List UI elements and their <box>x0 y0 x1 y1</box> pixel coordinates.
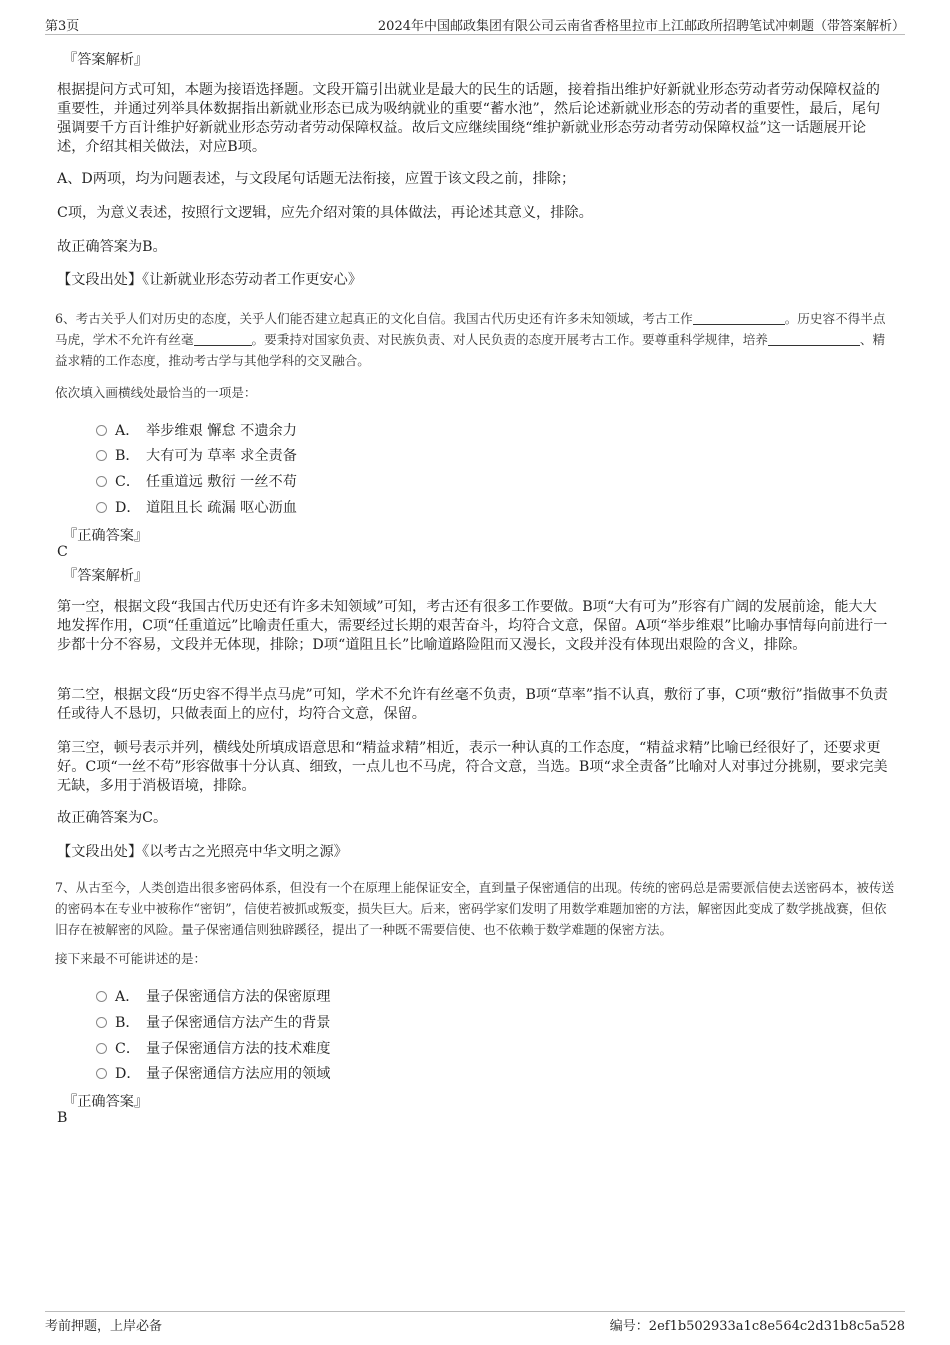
q6-prompt: 依次填入画横线处最恰当的一项是： <box>55 385 257 400</box>
radio-icon[interactable] <box>96 502 107 513</box>
page-number: 第3页 <box>45 19 80 34</box>
q6-analysis-p1: 第一空，根据文段“我国古代历史还有许多未知领域”可知，考古还有很多工作要做。B项“大有可为”形容有广阔的发展前途，能大大地发挥作用，C项“任重道远”比喻责任重大，需要经过长期的艰苦奋斗，均符合文意，保留。A项“举步维艰”比喻办事情每向前进行一步都十分不容易，文段并无体现，排除；D项“道阻且长”比喻道路险阻而又漫长，文段并没有体现出艰险的含义，排除。 <box>57 599 888 653</box>
page-footer <box>45 1311 905 1334</box>
q7-option-c[interactable]: C． 量子保密通信方法的技术难度 <box>96 1038 330 1058</box>
q6-analysis-p3: 第三空，顿号表示并列，横线处所填成语意思和“精益求精”相近，表示一种认真的工作态度，“精益求精”比喻已经很好了，还要求更好。C项“一丝不苟”形容做事十分认真、细致，一点儿也不马虎，符合文意，当选。B项“求全责备”比喻对人对事过分挑剔，要求完美无缺，多用于消极语境，排除。 <box>57 740 888 794</box>
q6-source: 【文段出处】《以考古之光照亮中华文明之源》 <box>57 844 348 860</box>
radio-icon[interactable] <box>96 425 107 436</box>
q6-option-d[interactable]: D． 道阻且长 疏漏 呕心沥血 <box>96 497 297 517</box>
q6-answer-statement: 故正确答案为C。 <box>57 810 168 826</box>
radio-icon[interactable] <box>96 1017 107 1028</box>
q6-blank-3 <box>768 332 860 346</box>
q6-stem <box>55 308 895 371</box>
q6-option-a[interactable]: A． 举步维艰 懈怠 不遗余力 <box>96 420 297 440</box>
q5-analysis-label: 『答案解析』 <box>63 52 149 68</box>
radio-icon[interactable] <box>96 476 107 487</box>
q6-blank-1 <box>693 311 785 325</box>
q6-option-c[interactable]: C． 任重道远 敷衍 一丝不苟 <box>96 471 297 491</box>
q7-prompt: 接下来最不可能讲述的是： <box>55 951 207 966</box>
footer-doc-id: 编号：2ef1b502933a1c8e564c2d31b8c5a528 <box>609 1319 905 1334</box>
q6-blank-2 <box>194 332 252 346</box>
radio-icon[interactable] <box>96 450 107 461</box>
q5-answer-statement: 故正确答案为B。 <box>57 239 167 255</box>
radio-icon[interactable] <box>96 1068 107 1079</box>
q7-answer: B <box>57 1110 68 1126</box>
q6-stem-part-b: 。历史容不得半点马虎，学术不允许有丝毫 <box>55 311 886 347</box>
page-header <box>45 14 905 35</box>
q6-answer: C <box>57 544 68 560</box>
radio-icon[interactable] <box>96 991 107 1002</box>
q5-analysis-p1: 根据提问方式可知，本题为接语选择题。文段开篇引出就业是最大的民生的话题，接着指出维护好新就业形态劳动者劳动保障权益的重要性，并通过列举具体数据指出新就业形态已成为吸纳就业的重要“蓄水池”，然后论述新就业形态的劳动者的重要性，最后，尾句强调要千方百计维护好新就业形态劳动者劳动保障权益。故后文应继续围绕“维护新就业形态劳动者劳动保障权益”这一话题展开论述，介绍其相关做法，对应B项。 <box>57 82 881 155</box>
q6-analysis-p2: 第二空，根据文段“历史容不得半点马虎”可知，学术不允许有丝毫不负责，B项“草率”指不认真，敷衍了事，C项“敷衍”指做事不负责任或待人不恳切，只做表面上的应付，均符合文意，保留。 <box>57 687 888 722</box>
q6-answer-label: 『正确答案』 <box>63 528 149 544</box>
q5-analysis-p2: A、D两项，均为问题表述，与文段尾句话题无法衔接，应置于该文段之前，排除； <box>57 171 576 187</box>
q6-stem-part-c: 。要秉持对国家负责、对民族负责、对人民负责的态度开展考古工作。要尊重科学规律，培养 <box>251 332 768 347</box>
q7-answer-label: 『正确答案』 <box>63 1094 149 1110</box>
radio-icon[interactable] <box>96 1043 107 1054</box>
q6-analysis-label: 『答案解析』 <box>63 568 149 584</box>
q7-stem: 7、从古至今，人类创造出很多密码体系，但没有一个在原理上能保证安全，直到量子保密通信的出现。传统的密码总是需要派信使去送密码本，被传送的密码本在专业中被称作“密钥”，信使若被抓或叛变，损失巨大。后来，密码学家们发明了用数学难题加密的方法，解密因此变成了数学挑战赛，但依旧存在被解密的风险。量子保密通信则独辟蹊径，提出了一种既不需要信使、也不依赖于数学难题的保密方法。 <box>55 880 895 937</box>
q5-analysis-p3: C项，为意义表述，按照行文逻辑，应先介绍对策的具体做法，再论述其意义，排除。 <box>57 205 593 221</box>
q6-stem-part-a: 6、考古关乎人们对历史的态度，关乎人们能否建立起真正的文化自信。我国古代历史还有许多未知领域，考古工作 <box>55 311 693 326</box>
q6-stem-part-d: 、精益求精的工作态度，推动考古学与其他学科的交叉融合。 <box>55 332 886 368</box>
q7-option-d[interactable]: D． 量子保密通信方法应用的领域 <box>96 1063 330 1083</box>
footer-slogan: 考前押题，上岸必备 <box>45 1319 163 1334</box>
q7-option-a[interactable]: A． 量子保密通信方法的保密原理 <box>96 986 330 1006</box>
document-title: 2024年中国邮政集团有限公司云南省香格里拉市上江邮政所招聘笔试冲刺题（带答案解析） <box>377 19 905 34</box>
q6-option-b[interactable]: B． 大有可为 草率 求全责备 <box>96 445 297 465</box>
q7-option-b[interactable]: B． 量子保密通信方法产生的背景 <box>96 1012 330 1032</box>
q5-source: 【文段出处】《让新就业形态劳动者工作更安心》 <box>57 272 363 288</box>
